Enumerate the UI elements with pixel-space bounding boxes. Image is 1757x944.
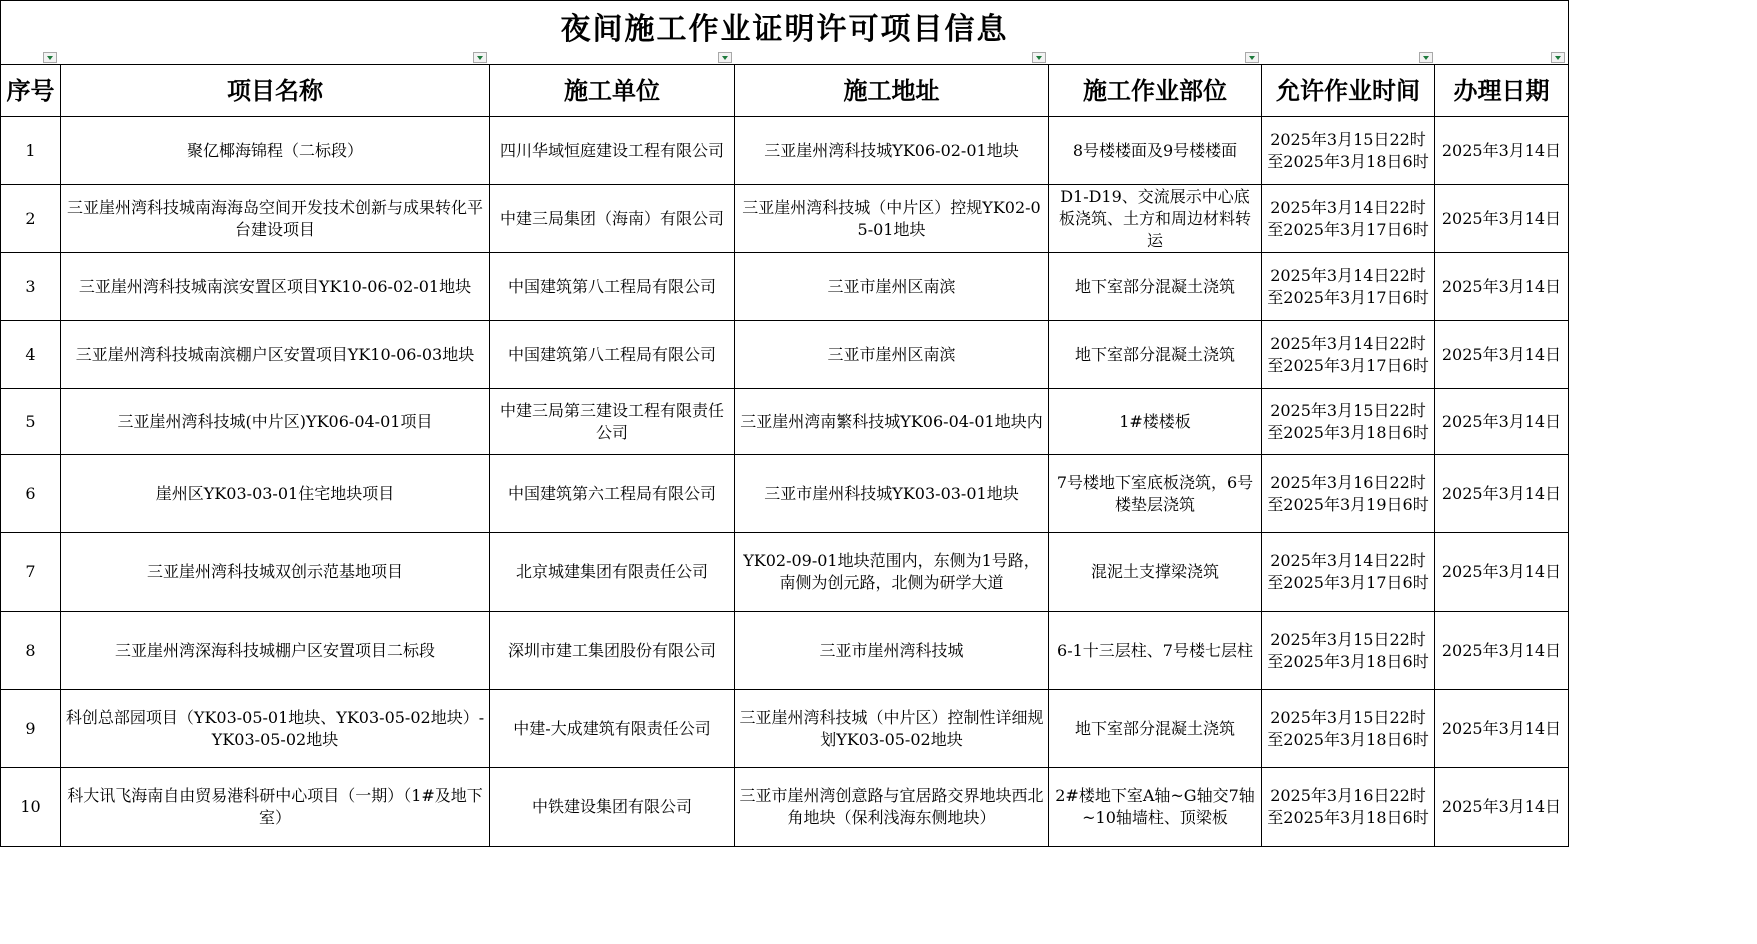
cell-permitted-time[interactable]: 2025年3月15日22时至2025年3月18日6时 bbox=[1262, 117, 1435, 185]
cell-index[interactable]: 10 bbox=[1, 768, 61, 847]
cell-project-name[interactable]: 三亚崖州湾科技城南滨安置区项目YK10-06-02-01地块 bbox=[61, 253, 490, 321]
cell-project-name[interactable]: 三亚崖州湾科技城双创示范基地项目 bbox=[61, 533, 490, 612]
filter-dropdown-icon[interactable] bbox=[473, 52, 487, 63]
table-row bbox=[1, 185, 1569, 253]
cell-project-name[interactable]: 三亚崖州湾科技城南海海岛空间开发技术创新与成果转化平台建设项目 bbox=[61, 185, 490, 253]
cell-project-name[interactable]: 三亚崖州湾科技城南滨棚户区安置项目YK10-06-03地块 bbox=[61, 321, 490, 389]
page-title: 夜间施工作业证明许可项目信息 bbox=[560, 11, 1009, 47]
cell-contractor[interactable]: 中建-大成建筑有限责任公司 bbox=[490, 690, 735, 768]
cell-address[interactable]: 三亚市崖州区南滨 bbox=[735, 321, 1049, 389]
cell-project-name[interactable]: 三亚崖州湾深海科技城棚户区安置项目二标段 bbox=[61, 612, 490, 690]
cell-index[interactable]: 6 bbox=[1, 455, 61, 533]
cell-issue-date[interactable]: 2025年3月14日 bbox=[1435, 533, 1569, 612]
header-cell-contractor[interactable]: 施工单位 bbox=[490, 65, 735, 117]
table-row bbox=[1, 117, 1569, 185]
cell-issue-date[interactable]: 2025年3月14日 bbox=[1435, 455, 1569, 533]
cell-address[interactable]: 三亚市崖州科技城YK03-03-01地块 bbox=[735, 455, 1049, 533]
cell-issue-date[interactable]: 2025年3月14日 bbox=[1435, 612, 1569, 690]
header-cell-address[interactable]: 施工地址 bbox=[735, 65, 1049, 117]
cell-permitted-time[interactable]: 2025年3月14日22时至2025年3月17日6时 bbox=[1262, 533, 1435, 612]
header-cell-project-name[interactable]: 项目名称 bbox=[61, 65, 490, 117]
filter-dropdown-icon[interactable] bbox=[43, 52, 57, 63]
cell-index[interactable]: 9 bbox=[1, 690, 61, 768]
cell-permitted-time[interactable]: 2025年3月16日22时至2025年3月19日6时 bbox=[1262, 455, 1435, 533]
cell-contractor[interactable]: 中国建筑第八工程局有限公司 bbox=[490, 253, 735, 321]
cell-permitted-time[interactable]: 2025年3月15日22时至2025年3月18日6时 bbox=[1262, 612, 1435, 690]
cell-permitted-time[interactable]: 2025年3月14日22时至2025年3月17日6时 bbox=[1262, 321, 1435, 389]
cell-contractor[interactable]: 中国建筑第八工程局有限公司 bbox=[490, 321, 735, 389]
cell-issue-date[interactable]: 2025年3月14日 bbox=[1435, 185, 1569, 253]
cell-project-name[interactable]: 科创总部园项目（YK03-05-01地块、YK03-05-02地块）-YK03-05-02地块 bbox=[61, 690, 490, 768]
cell-project-name[interactable]: 聚亿椰海锦程（二标段） bbox=[61, 117, 490, 185]
cell-issue-date[interactable]: 2025年3月14日 bbox=[1435, 321, 1569, 389]
header-cell-issue-date[interactable]: 办理日期 bbox=[1435, 65, 1569, 117]
header-cell-work-area[interactable]: 施工作业部位 bbox=[1049, 65, 1262, 117]
cell-address[interactable]: 三亚崖州湾科技城YK06-02-01地块 bbox=[735, 117, 1049, 185]
cell-work-area[interactable]: 8号楼楼面及9号楼楼面 bbox=[1049, 117, 1262, 185]
cell-work-area[interactable]: 混泥土支撑梁浇筑 bbox=[1049, 533, 1262, 612]
cell-contractor[interactable]: 北京城建集团有限责任公司 bbox=[490, 533, 735, 612]
cell-project-name[interactable]: 科大讯飞海南自由贸易港科研中心项目（一期）（1#及地下室） bbox=[61, 768, 490, 847]
table-row bbox=[1, 455, 1569, 533]
cell-project-name[interactable]: 崖州区YK03-03-01住宅地块项目 bbox=[61, 455, 490, 533]
table-row bbox=[1, 690, 1569, 768]
cell-work-area[interactable]: 7号楼地下室底板浇筑，6号楼垫层浇筑 bbox=[1049, 455, 1262, 533]
table-row bbox=[1, 389, 1569, 455]
cell-address[interactable]: YK02-09-01地块范围内，东侧为1号路，南侧为创元路，北侧为研学大道 bbox=[735, 533, 1049, 612]
table-row bbox=[1, 321, 1569, 389]
cell-index[interactable]: 7 bbox=[1, 533, 61, 612]
table-row bbox=[1, 612, 1569, 690]
cell-issue-date[interactable]: 2025年3月14日 bbox=[1435, 768, 1569, 847]
cell-permitted-time[interactable]: 2025年3月15日22时至2025年3月18日6时 bbox=[1262, 690, 1435, 768]
header-row bbox=[1, 65, 1569, 117]
cell-permitted-time[interactable]: 2025年3月15日22时至2025年3月18日6时 bbox=[1262, 389, 1435, 455]
cell-address[interactable]: 三亚崖州湾科技城（中片区）控规YK02-05-01地块 bbox=[735, 185, 1049, 253]
cell-contractor[interactable]: 中铁建设集团有限公司 bbox=[490, 768, 735, 847]
cell-permitted-time[interactable]: 2025年3月14日22时至2025年3月17日6时 bbox=[1262, 185, 1435, 253]
table-row bbox=[1, 768, 1569, 847]
cell-permitted-time[interactable]: 2025年3月16日22时至2025年3月18日6时 bbox=[1262, 768, 1435, 847]
cell-index[interactable]: 1 bbox=[1, 117, 61, 185]
cell-contractor[interactable]: 中建三局集团（海南）有限公司 bbox=[490, 185, 735, 253]
cell-address[interactable]: 三亚市崖州湾创意路与宜居路交界地块西北角地块（保利浅海东侧地块） bbox=[735, 768, 1049, 847]
cell-work-area[interactable]: 6-1十三层柱、7号楼七层柱 bbox=[1049, 612, 1262, 690]
cell-contractor[interactable]: 深圳市建工集团股份有限公司 bbox=[490, 612, 735, 690]
filter-dropdown-icon[interactable] bbox=[1245, 52, 1259, 63]
cell-issue-date[interactable]: 2025年3月14日 bbox=[1435, 389, 1569, 455]
header-cell-index[interactable]: 序号 bbox=[1, 65, 61, 117]
filter-dropdown-icon[interactable] bbox=[1419, 52, 1433, 63]
cell-address[interactable]: 三亚崖州湾南繁科技城YK06-04-01地块内 bbox=[735, 389, 1049, 455]
cell-index[interactable]: 2 bbox=[1, 185, 61, 253]
cell-address[interactable]: 三亚市崖州区南滨 bbox=[735, 253, 1049, 321]
cell-contractor[interactable]: 中建三局第三建设工程有限责任公司 bbox=[490, 389, 735, 455]
cell-issue-date[interactable]: 2025年3月14日 bbox=[1435, 690, 1569, 768]
filter-dropdown-icon[interactable] bbox=[1551, 52, 1565, 63]
cell-work-area[interactable]: 地下室部分混凝土浇筑 bbox=[1049, 321, 1262, 389]
cell-index[interactable]: 4 bbox=[1, 321, 61, 389]
cell-permitted-time[interactable]: 2025年3月14日22时至2025年3月17日6时 bbox=[1262, 253, 1435, 321]
cell-work-area[interactable]: 2#楼地下室A轴~G轴交7轴~10轴墙柱、顶梁板 bbox=[1049, 768, 1262, 847]
cell-address[interactable]: 三亚市崖州湾科技城 bbox=[735, 612, 1049, 690]
cell-index[interactable]: 8 bbox=[1, 612, 61, 690]
cell-work-area[interactable]: 地下室部分混凝土浇筑 bbox=[1049, 690, 1262, 768]
cell-address[interactable]: 三亚崖州湾科技城（中片区）控制性详细规划YK03-05-02地块 bbox=[735, 690, 1049, 768]
cell-project-name[interactable]: 三亚崖州湾科技城(中片区)YK06-04-01项目 bbox=[61, 389, 490, 455]
title-cell[interactable] bbox=[1, 1, 1569, 65]
title-row bbox=[1, 1, 1569, 65]
cell-issue-date[interactable]: 2025年3月14日 bbox=[1435, 253, 1569, 321]
table-row bbox=[1, 533, 1569, 612]
cell-contractor[interactable]: 中国建筑第六工程局有限公司 bbox=[490, 455, 735, 533]
cell-index[interactable]: 5 bbox=[1, 389, 61, 455]
header-cell-permitted-time[interactable]: 允许作业时间 bbox=[1262, 65, 1435, 117]
cell-work-area[interactable]: D1-D19、交流展示中心底板浇筑、土方和周边材料转运 bbox=[1049, 185, 1262, 253]
cell-work-area[interactable]: 地下室部分混凝土浇筑 bbox=[1049, 253, 1262, 321]
table-row bbox=[1, 253, 1569, 321]
cell-index[interactable]: 3 bbox=[1, 253, 61, 321]
cell-issue-date[interactable]: 2025年3月14日 bbox=[1435, 117, 1569, 185]
filter-dropdown-icon[interactable] bbox=[1032, 52, 1046, 63]
cell-work-area[interactable]: 1#楼楼板 bbox=[1049, 389, 1262, 455]
cell-contractor[interactable]: 四川华域恒庭建设工程有限公司 bbox=[490, 117, 735, 185]
filter-dropdown-icon[interactable] bbox=[718, 52, 732, 63]
